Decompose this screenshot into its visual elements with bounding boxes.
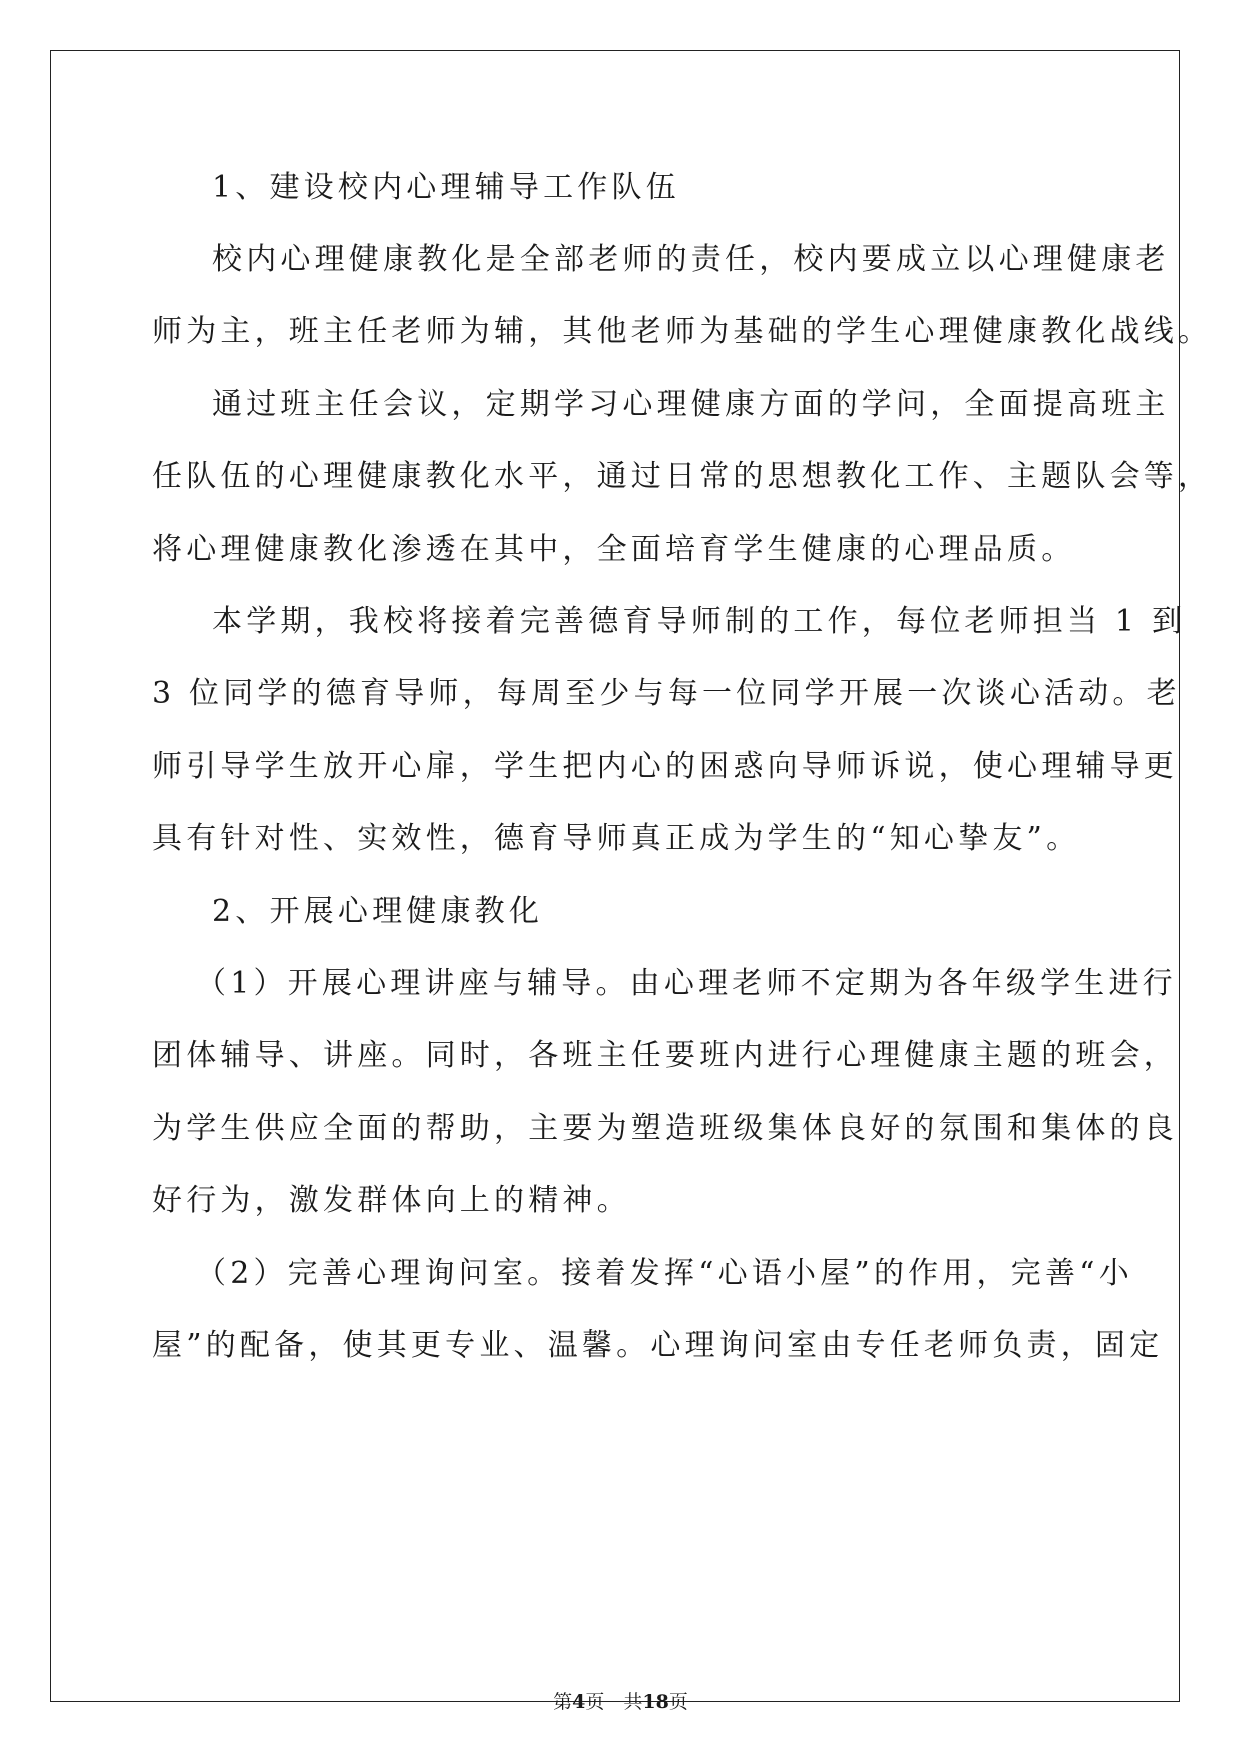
- paragraph-line: 任队伍的心理健康教化水平，通过日常的思想教化工作、主题队会等，: [152, 459, 1213, 494]
- paragraph-line: 为学生供应全面的帮助，主要为塑造班级集体良好的氛围和集体的良: [152, 1111, 1178, 1146]
- heading-1: 1、建设校内心理辅导工作队伍: [212, 170, 680, 205]
- paragraph-line: 通过班主任会议，定期学习心理健康方面的学问，全面提高班主: [212, 387, 1170, 422]
- paragraph-line: 团体辅导、讲座。同时，各班主任要班内进行心理健康主题的班会，: [152, 1038, 1178, 1073]
- paragraph-line: 3 位同学的德育导师，每周至少与每一位同学开展一次谈心活动。老: [152, 676, 1181, 711]
- footer-separator: [604, 1691, 623, 1713]
- paragraph-line: 师引导学生放开心扉，学生把内心的困惑向导师诉说，使心理辅导更: [152, 749, 1178, 784]
- paragraph-line: 本学期，我校将接着完善德育导师制的工作，每位老师担当 1 到: [212, 604, 1187, 639]
- heading-2: 2、开展心理健康教化: [212, 894, 544, 929]
- page-footer: [0, 1690, 1241, 1714]
- paragraph-line: 好行为，激发群体向上的精神。: [152, 1183, 631, 1218]
- footer-total-pages: 18: [642, 1691, 669, 1713]
- paragraph-line: 屋”的配备，使其更专业、温馨。心理询问室由专任老师负责，固定: [152, 1328, 1164, 1363]
- paragraph-line: 校内心理健康教化是全部老师的责任，校内要成立以心理健康老: [212, 242, 1170, 277]
- footer-page-number: 4: [572, 1691, 586, 1713]
- footer-total-suffix: 页: [668, 1691, 688, 1713]
- paragraph-line: 师为主，班主任老师为辅，其他老师为基础的学生心理健康教化战线。: [152, 314, 1213, 349]
- paragraph-line: （2）完善心理询问室。接着发挥“心语小屋”的作用，完善“小: [196, 1256, 1133, 1291]
- paragraph-line: （1）开展心理讲座与辅导。由心理老师不定期为各年级学生进行: [196, 966, 1177, 1001]
- page-border: [50, 50, 1180, 1702]
- footer-page-prefix: 第: [553, 1691, 573, 1713]
- paragraph-line: 将心理健康教化渗透在其中，全面培育学生健康的心理品质。: [152, 532, 1076, 567]
- footer-total-prefix: 共: [623, 1691, 643, 1713]
- footer-page-suffix: 页: [585, 1691, 605, 1713]
- paragraph-line: 具有针对性、实效性，德育导师真正成为学生的“知心挚友”。: [152, 821, 1081, 856]
